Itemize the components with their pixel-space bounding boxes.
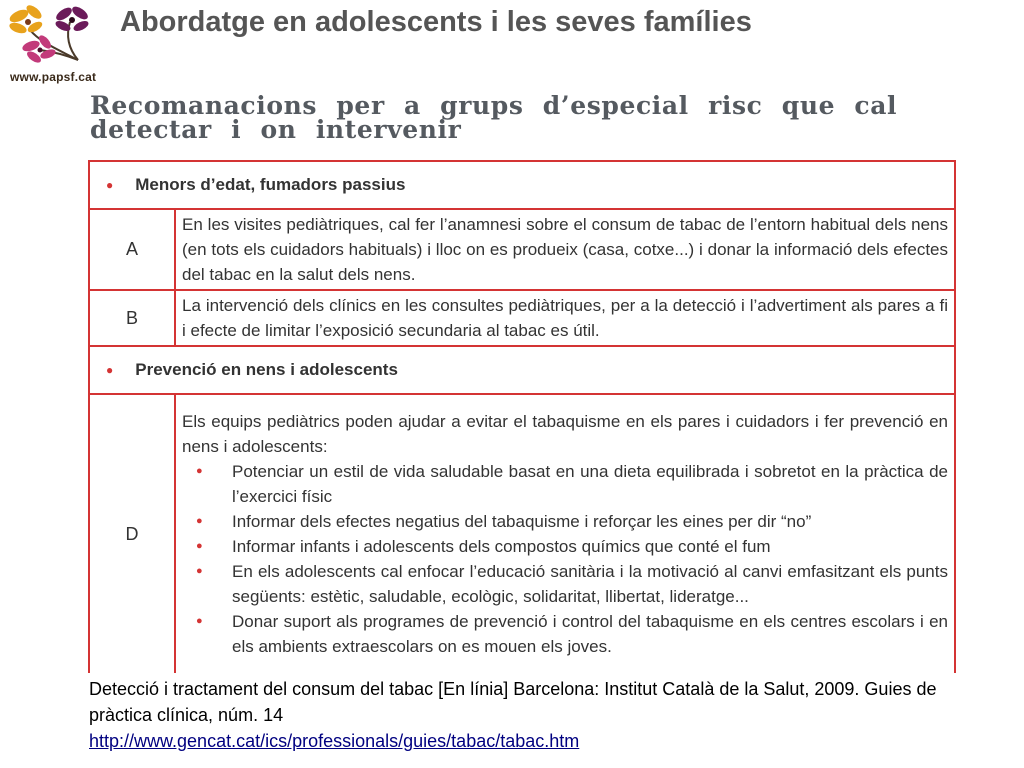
list-item-text: En els adolescents cal enfocar l’educació sanitària i la motivació al canvi emfasitzant els punts següents: estètic, saludable, ecològic, solidaritat, llibertat, lideratge... bbox=[232, 562, 948, 606]
table-row bbox=[89, 290, 955, 346]
recommendation-list bbox=[182, 459, 948, 659]
list-item bbox=[182, 459, 948, 509]
section-title: Prevenció en nens i adolescents bbox=[135, 360, 398, 379]
recommendation-cell bbox=[175, 394, 955, 673]
source-citation bbox=[89, 676, 949, 754]
bullet-icon: ● bbox=[196, 465, 203, 477]
bullet-icon: ● bbox=[196, 540, 203, 552]
list-item-text: Potenciar un estil de vida saludable basat en una dieta equilibrada i sobretot en la pràctica de l’exercici físic bbox=[232, 462, 948, 506]
grade-cell: A bbox=[89, 209, 175, 290]
table-row bbox=[89, 209, 955, 290]
list-item bbox=[182, 509, 948, 534]
section-header-cell bbox=[89, 346, 955, 394]
section-header-row bbox=[89, 346, 955, 394]
document-heading: Recomanacions per a grups d’especial risc que cal detectar i on intervenir bbox=[90, 91, 898, 144]
recommendation-text: En les visites pediàtriques, cal fer l’anamnesi sobre el consum de tabac de l’entorn habitual dels nens (en tots els cuidadors habituals) i lloc on es produeix (casa, cotxe...) i donar la informació dels efectes del tabac en la salut dels nens. bbox=[175, 209, 955, 290]
bullet-icon: ● bbox=[106, 178, 114, 192]
bullet-icon: ● bbox=[196, 565, 203, 577]
grade-cell: B bbox=[89, 290, 175, 346]
section-header-cell bbox=[89, 161, 955, 209]
list-item-text: Informar infants i adolescents dels compostos químics que conté el fum bbox=[232, 537, 771, 556]
recommendations-table bbox=[88, 160, 956, 673]
logo-url-text: www.papsf.cat bbox=[10, 70, 97, 84]
papsf-logo bbox=[0, 0, 112, 92]
recommendation-text: Els equips pediàtrics poden ajudar a evitar el tabaquisme en els pares i cuidadors i fer prevenció en nens i adolescents: bbox=[182, 412, 948, 456]
list-item-text: Informar dels efectes negatius del tabaquisme i reforçar les eines per dir “no” bbox=[232, 512, 812, 531]
list-item bbox=[182, 559, 948, 609]
flowers-logo-icon bbox=[0, 0, 112, 70]
recommendation-text: La intervenció dels clínics en les consultes pediàtriques, per a la detecció i l’advertiment als pares a fi i efecte de limitar l’exposició secundaria al tabac es útil. bbox=[175, 290, 955, 346]
list-item-text: Donar suport als programes de prevenció i control del tabaquisme en els centres escolars i en els ambients extraescolars on es mouen els joves. bbox=[232, 612, 948, 656]
bullet-icon: ● bbox=[196, 515, 203, 527]
bullet-icon: ● bbox=[106, 363, 114, 377]
list-item bbox=[182, 609, 948, 659]
bullet-icon: ● bbox=[196, 615, 203, 627]
section-header-row bbox=[89, 161, 955, 209]
citation-text: Detecció i tractament del consum del tabac [En línia] Barcelona: Institut Català de la Salut, 2009. Guies de pràctica clínica, núm. 14 bbox=[89, 679, 937, 725]
source-link[interactable]: http://www.gencat.cat/ics/professionals/guies/tabac/tabac.htm bbox=[89, 731, 580, 751]
grade-cell: D bbox=[89, 394, 175, 673]
table-row bbox=[89, 394, 955, 673]
list-item bbox=[182, 534, 948, 559]
section-title: Menors d’edat, fumadors passius bbox=[135, 175, 406, 194]
slide-title: Abordatge en adolescents i les seves famílies bbox=[120, 6, 752, 38]
